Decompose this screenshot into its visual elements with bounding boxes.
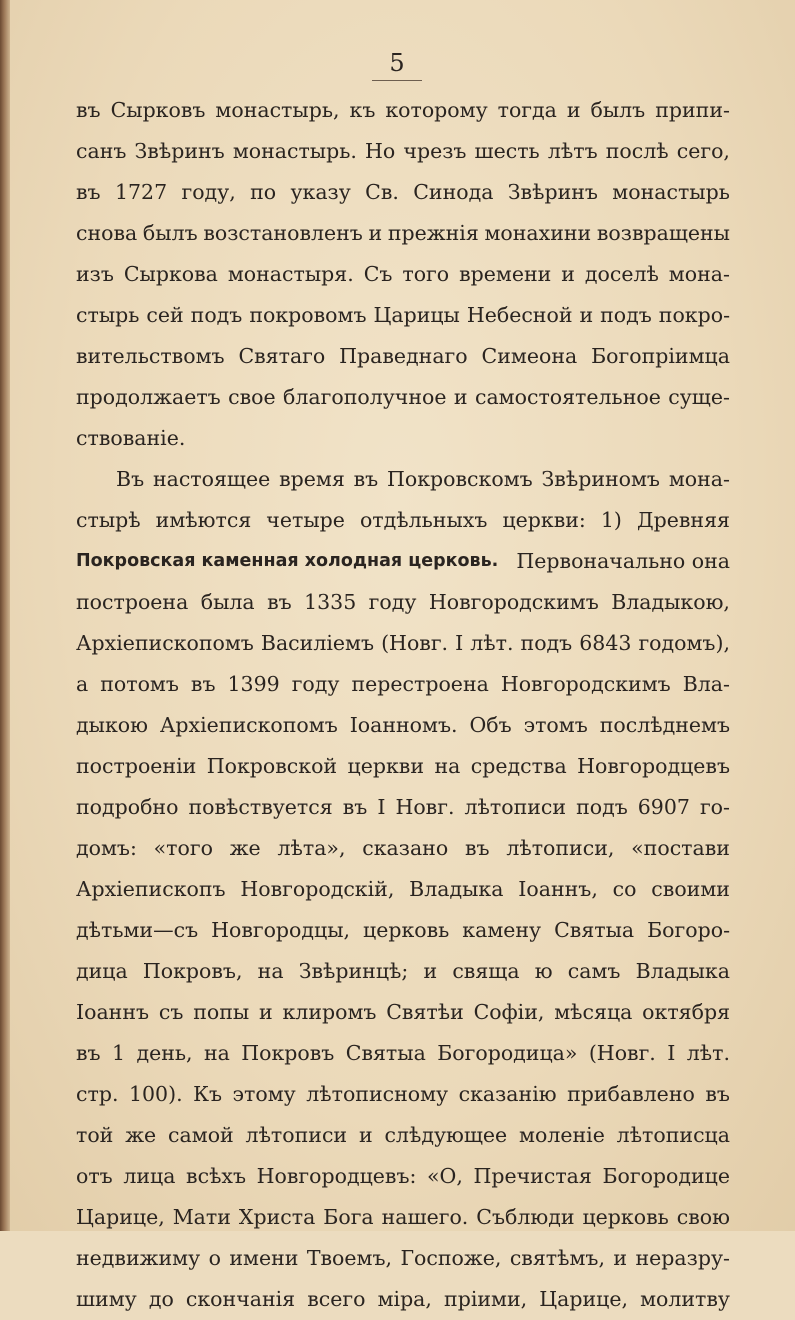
word: продолжаетъ bbox=[76, 385, 221, 409]
word: Госпоже, bbox=[400, 1246, 502, 1270]
word: мѣсяца bbox=[554, 1000, 633, 1024]
text-line bbox=[76, 500, 730, 541]
word: послѣ bbox=[605, 139, 669, 163]
word: той bbox=[76, 1123, 114, 1147]
text-line-rest: Первоначально она bbox=[516, 549, 730, 573]
word: потомъ bbox=[100, 672, 179, 696]
page-number: 5 bbox=[389, 49, 405, 77]
word: Твоемъ, bbox=[306, 1246, 393, 1270]
word: въ bbox=[342, 795, 368, 819]
word: же bbox=[229, 836, 261, 860]
word: и bbox=[613, 1246, 628, 1270]
word: Вла- bbox=[682, 672, 730, 696]
word: Сырковъ bbox=[110, 98, 206, 122]
word: октября bbox=[642, 1000, 730, 1024]
word: въ bbox=[76, 180, 101, 204]
word: вительствомъ bbox=[76, 344, 225, 368]
word: построеніи bbox=[76, 754, 197, 778]
word: моленіе bbox=[519, 1123, 605, 1147]
word: санъ bbox=[76, 139, 127, 163]
word: Царицы bbox=[373, 303, 460, 327]
word: дица bbox=[76, 959, 128, 983]
word: всего bbox=[307, 1287, 366, 1311]
word: нашего. bbox=[381, 1205, 469, 1229]
word: Новгородскимъ bbox=[500, 672, 671, 696]
word: 1335 bbox=[304, 590, 357, 614]
word: недвижиму bbox=[76, 1246, 201, 1270]
word: Новгородцы, bbox=[211, 918, 351, 942]
word: Богопріимца bbox=[591, 344, 730, 368]
word: Звѣриномъ bbox=[541, 467, 660, 491]
word: клиромъ bbox=[282, 1000, 377, 1024]
word: 1727 bbox=[114, 180, 168, 204]
word: того bbox=[402, 262, 450, 286]
word: покро- bbox=[658, 303, 730, 327]
text-line bbox=[76, 1238, 730, 1279]
word: шиму bbox=[76, 1287, 137, 1311]
word: отъ bbox=[76, 1164, 113, 1188]
word: шесть bbox=[474, 139, 540, 163]
word: въ bbox=[76, 1041, 101, 1065]
word: прибавлено bbox=[567, 1082, 695, 1106]
word: лѣтъ bbox=[547, 139, 598, 163]
word: Сыркова bbox=[123, 262, 218, 286]
word: мона- bbox=[668, 262, 730, 286]
word: изъ bbox=[76, 262, 114, 286]
text-line bbox=[76, 746, 730, 787]
text-line bbox=[76, 213, 730, 254]
word: въ bbox=[705, 1082, 730, 1106]
word: подъ bbox=[600, 303, 652, 327]
word: лица bbox=[123, 1164, 176, 1188]
word: пріими, bbox=[444, 1287, 528, 1311]
word: Богоро- bbox=[647, 918, 730, 942]
word: лѣта», bbox=[277, 836, 346, 860]
word: къ bbox=[349, 98, 376, 122]
word: съ bbox=[158, 1000, 184, 1024]
word: была bbox=[200, 590, 255, 614]
word: припи- bbox=[655, 98, 730, 122]
word: Синода bbox=[413, 180, 494, 204]
word: камену bbox=[462, 918, 542, 942]
word: Новг. bbox=[395, 795, 455, 819]
word: имѣются bbox=[155, 508, 252, 532]
word: сей bbox=[146, 303, 184, 327]
word: Праведнаго bbox=[339, 344, 468, 368]
word: подробно bbox=[76, 795, 179, 819]
text-line bbox=[76, 1033, 730, 1074]
word: Владыкою, bbox=[611, 590, 730, 614]
word: средства bbox=[470, 754, 567, 778]
word: самой bbox=[168, 1123, 234, 1147]
word: которому bbox=[385, 98, 488, 122]
text-line bbox=[76, 1074, 730, 1115]
text-line bbox=[76, 910, 730, 951]
text-line bbox=[76, 951, 730, 992]
word: церковь bbox=[363, 918, 450, 942]
word: лѣтописи bbox=[464, 795, 567, 819]
text-line bbox=[76, 1197, 730, 1238]
word: былъ bbox=[142, 221, 198, 245]
word: Симеона bbox=[481, 344, 578, 368]
word: церковь bbox=[582, 1205, 669, 1229]
text-line bbox=[76, 1156, 730, 1197]
word: 100). bbox=[128, 1082, 183, 1106]
word: Богородице bbox=[602, 1164, 730, 1188]
word: и bbox=[453, 385, 468, 409]
word: о bbox=[208, 1246, 221, 1270]
word: Покровскомъ bbox=[387, 467, 533, 491]
word: Новгородскимъ bbox=[428, 590, 599, 614]
word: году bbox=[368, 590, 417, 614]
word: 1399 bbox=[227, 672, 280, 696]
word: молитву bbox=[640, 1287, 730, 1311]
word: Мати bbox=[172, 1205, 231, 1229]
word: годомъ), bbox=[638, 631, 730, 655]
word: свяща bbox=[452, 959, 520, 983]
text-line bbox=[76, 90, 730, 131]
word: лѣтописи bbox=[245, 1123, 348, 1147]
word: Древняя bbox=[636, 508, 730, 532]
word: Богородица» bbox=[437, 1041, 578, 1065]
text-line bbox=[76, 705, 730, 746]
word: повѣствуется bbox=[188, 795, 333, 819]
word: Іоанномъ. bbox=[349, 713, 458, 737]
text-line bbox=[76, 377, 730, 418]
word: сказанію bbox=[458, 1082, 557, 1106]
word: подъ bbox=[576, 795, 628, 819]
word: и bbox=[259, 1000, 273, 1024]
word: свою bbox=[676, 1205, 730, 1229]
word: Звѣринъ bbox=[134, 139, 225, 163]
word: стырѣ bbox=[76, 508, 141, 532]
word: настоящее bbox=[152, 467, 271, 491]
word: же bbox=[125, 1123, 157, 1147]
word: Владыка bbox=[635, 959, 730, 983]
word: (Новг. bbox=[588, 1041, 656, 1065]
word: дыкою bbox=[76, 713, 148, 737]
word: и bbox=[368, 221, 383, 245]
text-line bbox=[76, 992, 730, 1033]
word: 6843 bbox=[579, 631, 632, 655]
word: имени bbox=[229, 1246, 299, 1270]
bold-heading-text: Покровская каменная холодная церковь. bbox=[76, 551, 499, 571]
word: послѣднемъ bbox=[599, 713, 730, 737]
word: церкви: bbox=[502, 508, 586, 532]
word: лѣт. bbox=[470, 631, 514, 655]
word: этомъ bbox=[523, 713, 588, 737]
word: Новгородскій, bbox=[240, 877, 395, 901]
word: году, bbox=[181, 180, 236, 204]
word: 1) bbox=[600, 508, 622, 532]
word: Святѣи bbox=[386, 1000, 464, 1024]
word: въ bbox=[267, 590, 292, 614]
word: доселѣ bbox=[584, 262, 659, 286]
word: до bbox=[148, 1287, 174, 1311]
word: Святаго bbox=[238, 344, 326, 368]
word: «О, bbox=[427, 1164, 463, 1188]
text-line bbox=[76, 541, 730, 582]
word: стр. bbox=[76, 1082, 119, 1106]
text-line bbox=[76, 172, 730, 213]
word: Владыка bbox=[409, 877, 504, 901]
word: ю bbox=[534, 959, 553, 983]
text-line bbox=[76, 1279, 730, 1320]
page-number-rule bbox=[372, 80, 422, 81]
word: Архіепископомъ bbox=[76, 631, 254, 655]
word: Небесной bbox=[466, 303, 573, 327]
word: возвращены bbox=[596, 221, 730, 245]
word: монастыря. bbox=[227, 262, 354, 286]
word: подъ bbox=[190, 303, 243, 327]
word: и bbox=[358, 1123, 373, 1147]
word: времени bbox=[459, 262, 552, 286]
word: и bbox=[561, 262, 575, 286]
word: возстановленъ bbox=[203, 221, 363, 245]
word: лѣт. bbox=[686, 1041, 730, 1065]
word: на bbox=[434, 754, 461, 778]
word: время bbox=[279, 467, 345, 491]
word: Покровской bbox=[206, 754, 338, 778]
text-line bbox=[76, 828, 730, 869]
word: снова bbox=[76, 221, 138, 245]
word: монастырь, bbox=[215, 98, 340, 122]
word: Христа bbox=[238, 1205, 316, 1229]
text-line bbox=[76, 869, 730, 910]
word: Звѣринъ bbox=[507, 180, 598, 204]
word: міра, bbox=[377, 1287, 432, 1311]
word: Покровъ bbox=[241, 1041, 335, 1065]
text-line bbox=[76, 787, 730, 828]
word: лѣтописца bbox=[616, 1123, 730, 1147]
word: Звѣринцѣ; bbox=[298, 959, 409, 983]
word: Новгородцевъ: bbox=[256, 1164, 417, 1188]
word: 1 bbox=[112, 1041, 126, 1065]
word: Объ bbox=[469, 713, 512, 737]
word: мона- bbox=[668, 467, 730, 491]
word: монастырь. bbox=[232, 139, 357, 163]
word: году bbox=[291, 672, 340, 696]
word: по bbox=[250, 180, 277, 204]
word: на bbox=[257, 959, 284, 983]
word: Пречистая bbox=[473, 1164, 592, 1188]
word: благополучное bbox=[283, 385, 447, 409]
word: стырь bbox=[76, 303, 140, 327]
word: чрезъ bbox=[403, 139, 467, 163]
word: Царице, bbox=[76, 1205, 165, 1229]
word: «постави bbox=[631, 836, 730, 860]
word: монахини bbox=[484, 221, 592, 245]
word: попы bbox=[193, 1000, 250, 1024]
word: домъ: bbox=[76, 836, 137, 860]
word: былъ bbox=[590, 98, 646, 122]
word: на bbox=[203, 1041, 230, 1065]
word: со bbox=[612, 877, 637, 901]
word: Съ bbox=[363, 262, 393, 286]
binding-edge bbox=[0, 0, 10, 1231]
word: ствованіе. bbox=[76, 426, 186, 450]
word: святѣмъ, bbox=[509, 1246, 605, 1270]
text-line bbox=[76, 336, 730, 377]
word: и bbox=[423, 959, 438, 983]
text-line bbox=[76, 1115, 730, 1156]
word: указу bbox=[290, 180, 351, 204]
word: тогда bbox=[497, 98, 557, 122]
word: го- bbox=[699, 795, 730, 819]
word: день, bbox=[136, 1041, 193, 1065]
text-line bbox=[76, 131, 730, 172]
word: лѣтописи, bbox=[506, 836, 615, 860]
word: «того bbox=[153, 836, 213, 860]
word: Царице, bbox=[539, 1287, 628, 1311]
word: этому bbox=[232, 1082, 296, 1106]
word: Софіи, bbox=[473, 1000, 545, 1024]
word: Въ bbox=[116, 467, 145, 491]
word: въ bbox=[353, 467, 379, 491]
text-line bbox=[76, 664, 730, 705]
word: сказано bbox=[362, 836, 449, 860]
word: покровомъ bbox=[249, 303, 367, 327]
word: слѣдующее bbox=[384, 1123, 508, 1147]
word: а bbox=[76, 672, 89, 696]
word: въ bbox=[76, 98, 101, 122]
word: перестроена bbox=[351, 672, 489, 696]
word: Новгородцевъ bbox=[577, 754, 730, 778]
text-line bbox=[76, 623, 730, 664]
word: отдѣльныхъ bbox=[359, 508, 488, 532]
word: I bbox=[667, 1041, 676, 1065]
word: сего, bbox=[676, 139, 730, 163]
body-text bbox=[76, 90, 730, 1320]
word: Василіемъ bbox=[260, 631, 375, 655]
word: лѣтописному bbox=[306, 1082, 449, 1106]
word: Съблюди bbox=[476, 1205, 575, 1229]
word: Но bbox=[365, 139, 396, 163]
word: суще- bbox=[668, 385, 730, 409]
word: Іоаннъ bbox=[76, 1000, 150, 1024]
word: скончанія bbox=[185, 1287, 296, 1311]
word: и bbox=[579, 303, 594, 327]
text-line bbox=[76, 254, 730, 295]
word: монастырь bbox=[612, 180, 730, 204]
word: всѣхъ bbox=[186, 1164, 247, 1188]
word: Архіепископомъ bbox=[159, 713, 338, 737]
word: (Новг. bbox=[381, 631, 449, 655]
word: Покровъ, bbox=[142, 959, 243, 983]
word: свое bbox=[228, 385, 276, 409]
word: неразру- bbox=[635, 1246, 730, 1270]
word: Бога bbox=[323, 1205, 374, 1229]
word: и bbox=[566, 98, 581, 122]
word: Св. bbox=[365, 180, 399, 204]
text-line bbox=[76, 582, 730, 623]
word: четыре bbox=[266, 508, 345, 532]
word: подъ bbox=[520, 631, 573, 655]
word: 6907 bbox=[637, 795, 690, 819]
word: въ bbox=[464, 836, 490, 860]
word: Святыа bbox=[345, 1041, 426, 1065]
word: построена bbox=[76, 590, 189, 614]
word: церкви bbox=[347, 754, 424, 778]
word: Архіепископъ bbox=[76, 877, 226, 901]
word: прежнія bbox=[387, 221, 479, 245]
text-line bbox=[76, 418, 730, 459]
word: Къ bbox=[193, 1082, 223, 1106]
word: Святыа bbox=[554, 918, 635, 942]
text-line bbox=[76, 459, 730, 500]
word: I bbox=[377, 795, 386, 819]
word: Іоаннъ, bbox=[518, 877, 598, 901]
word: своими bbox=[651, 877, 730, 901]
word: въ bbox=[190, 672, 216, 696]
word: самъ bbox=[567, 959, 621, 983]
word: дѣтьми—съ bbox=[76, 918, 199, 942]
word: самостоятельное bbox=[474, 385, 661, 409]
word: I bbox=[455, 631, 464, 655]
text-line bbox=[76, 295, 730, 336]
